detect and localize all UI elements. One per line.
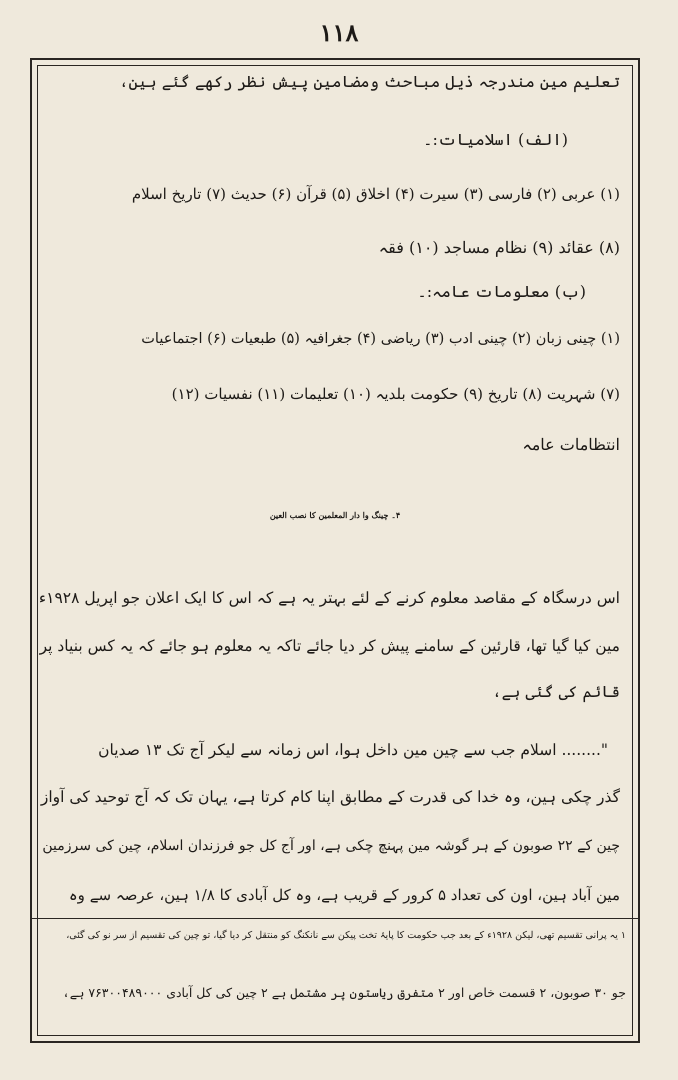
maloomat-heading: (ب) معلومات عامہ:۔ — [417, 282, 586, 301]
paragraph-line-1: اس درسگاہ کے مقاصد معلوم کرنے کے لئے بہتر یہ ہے کہ اس کا ایک اعلان جو اپریل ۱۹۲۸ء — [38, 589, 620, 607]
islamiyat-line-1: (۱) عربی (۲) فارسی (۳) سیرت (۴) اخلاق (۵) قرآن (۶) حدیث (۷) تاریخ اسلام — [131, 185, 620, 203]
islamiyat-heading: (الف) اسلامیات:۔ — [423, 130, 568, 149]
paragraph-line-3: قائم کی گئی ہے، — [492, 682, 620, 701]
intro-line: تعلیم مین مندرجہ ذیل مباحث ومضامین پیش نظر رکھے گئے ہین، — [119, 72, 620, 91]
maloomat-line-1: (۱) چینی زبان (۲) چینی ادب (۳) ریاضی (۴) جغرافیہ (۵) طبعیات (۶) اجتماعیات — [141, 331, 620, 347]
footnote-line-2: جو ۳۰ صوبون، ۲ قسمت خاص اور ۲ متفرق ریاستون پر مشتمل ہے ۲ چین کی کل آبادی ۷۶۳۰۰۴۸۹۰۰۰ ہے، — [62, 985, 626, 1000]
paragraph-line-2: مین کیا گیا تھا، قارئین کے سامنے پیش کر دیا جائے تاکہ یہ معلوم ہو جائے کہ یہ کس بنیاد پر — [39, 637, 620, 655]
footnote-rule — [32, 918, 638, 919]
quote-line-3: چین کے ۲۲ صوبون کے ہر گوشہ مین پہنچ چکی ہے، اور آج کل جو فرزندان اسلام، چین کی سرزمین — [42, 838, 620, 854]
page-frame — [30, 58, 640, 1043]
quote-line-1: "........ اسلام جب سے چین مین داخل ہوا، اس زمانہ سے لیکر آج تک ۱۳ صدیان — [98, 741, 608, 759]
islamiyat-line-2: (۸) عقائد (۹) نظام مساجد (۱۰) فقہ — [378, 238, 620, 257]
section-heading: ۴۔ چینگ وا دار المعلمین کا نصب العین — [269, 510, 401, 520]
quote-line-2: گذر چکی ہین، وہ خدا کی قدرت کے مطابق اپنا کام کرتا ہے، یہان تک کہ آج توحید کی آواز — [40, 788, 620, 806]
quote-line-4: مین آباد ہین، اون کی تعداد ۵ کرور کے قریب ہے، وہ کل آبادی کا ۱/۸ ہین، عرصہ سے وہ — [68, 886, 620, 904]
footnote-line-1: ۱ یہ پرانی تقسیم تھی، لیکن ۱۹۲۸ء کے بعد جب حکومت کا پایۂ تخت پیکن سے نانکنگ کو منتقل کر دیا گیا، تو چین کی تقسیم از سر نو کی گئی، — [66, 930, 626, 941]
maloomat-line-2: (۷) شہریت (۸) تاریخ (۹) حکومت بلدیہ (۱۰) تعلیمات (۱۱) نفسیات (۱۲) — [171, 385, 620, 403]
page-number: ۱۱۸ — [319, 18, 359, 47]
maloomat-line-3: انتظامات عامہ — [522, 435, 620, 454]
